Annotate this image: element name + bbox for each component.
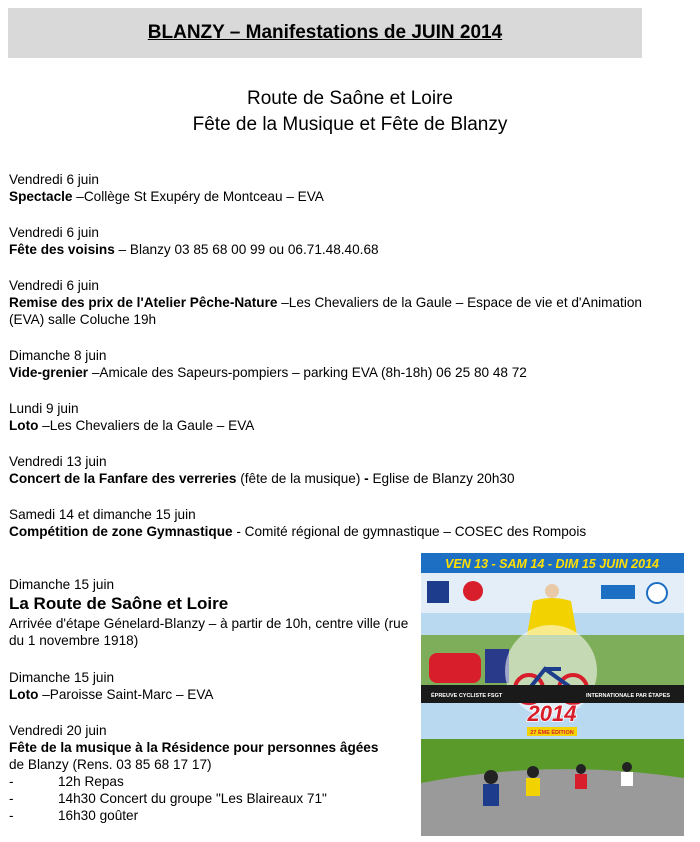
event-title: Loto bbox=[9, 418, 39, 433]
cyclist-jersey-icon bbox=[483, 784, 499, 806]
event-details: (fête de la musique) bbox=[236, 471, 361, 486]
event-title: Vide-grenier bbox=[9, 365, 89, 380]
header-banner bbox=[8, 8, 642, 58]
list-item-text: 12h Repas bbox=[58, 774, 124, 789]
event-details: –Collège St Exupéry de Montceau – EVA bbox=[72, 189, 324, 204]
poster-year: 2014 bbox=[527, 701, 577, 726]
event-title: Loto bbox=[9, 687, 39, 702]
event-item bbox=[9, 347, 689, 381]
event-poster bbox=[421, 553, 684, 836]
event-item bbox=[9, 453, 689, 487]
list-dash: - bbox=[9, 808, 14, 823]
event-title: Compétition de zone Gymnastique bbox=[9, 524, 233, 539]
event-schedule-list bbox=[9, 773, 394, 824]
rider-head-icon bbox=[545, 584, 559, 598]
poster-illustration bbox=[421, 553, 684, 836]
poster-right-caption: INTERNATIONALE PAR ÉTAPES bbox=[586, 693, 671, 699]
event-details: –Les Chevaliers de la Gaule – EVA bbox=[38, 418, 255, 433]
cyclist-jersey-icon bbox=[526, 778, 540, 796]
region-logo-icon bbox=[601, 585, 635, 599]
cyclist-icon bbox=[622, 762, 632, 772]
event-title-large: La Route de Saône et Loire bbox=[9, 594, 229, 613]
subtitle-line-1: Route de Saône et Loire bbox=[247, 88, 453, 109]
event-date: Vendredi 6 juin bbox=[9, 225, 99, 240]
event-item bbox=[9, 576, 409, 649]
event-date: Dimanche 15 juin bbox=[9, 577, 115, 592]
cyclist-icon bbox=[527, 766, 539, 778]
department-logo-icon bbox=[647, 583, 667, 603]
event-date: Lundi 9 juin bbox=[9, 401, 79, 416]
event-item bbox=[9, 506, 609, 540]
list-dash: - bbox=[9, 791, 14, 806]
event-date: Samedi 14 et dimanche 15 juin bbox=[9, 507, 196, 522]
event-item bbox=[9, 400, 689, 434]
fsgt-logo-icon bbox=[427, 581, 449, 603]
event-date: Vendredi 13 juin bbox=[9, 454, 107, 469]
subtitle-line-2: Fête de la Musique et Fête de Blanzy bbox=[192, 114, 508, 135]
list-item bbox=[9, 773, 394, 790]
event-date: Vendredi 20 juin bbox=[9, 723, 107, 738]
event-details: –Amicale des Sapeurs-pompiers – parking EVA (8h-18h) 06 25 80 48 72 bbox=[88, 365, 527, 380]
event-date: Dimanche 8 juin bbox=[9, 348, 107, 363]
event-title: Fête de la musique à la Résidence pour personnes âgées bbox=[9, 740, 379, 755]
event-item bbox=[9, 224, 689, 258]
page-title: BLANZY – Manifestations de JUIN 2014 bbox=[147, 22, 503, 43]
list-dash: - bbox=[9, 774, 14, 789]
event-details: Arrivée d'étape Génelard-Blanzy – à partir de 10h, centre ville (rue du 1 novembre 1918) bbox=[9, 616, 409, 648]
car-icon bbox=[429, 653, 481, 683]
list-item bbox=[9, 790, 394, 807]
list-item-text: 16h30 goûter bbox=[58, 808, 139, 823]
event-item bbox=[9, 171, 689, 205]
event-title: Spectacle bbox=[9, 189, 73, 204]
list-item bbox=[9, 807, 394, 824]
event-item bbox=[9, 669, 409, 703]
event-item bbox=[9, 277, 655, 328]
event-date: Vendredi 6 juin bbox=[9, 172, 99, 187]
event-date: Vendredi 6 juin bbox=[9, 278, 99, 293]
cyclist-jersey-icon bbox=[575, 774, 587, 789]
sponsor-logo-icon bbox=[463, 581, 483, 601]
cyclist-icon bbox=[484, 770, 498, 784]
event-extra: Eglise de Blanzy 20h30 bbox=[372, 471, 515, 486]
event-date: Dimanche 15 juin bbox=[9, 670, 115, 685]
event-details: – Blanzy 03 85 68 00 99 ou 06.71.48.40.68 bbox=[114, 242, 379, 257]
event-separator: - bbox=[360, 471, 373, 486]
event-title: Concert de la Fanfare des verreries bbox=[9, 471, 237, 486]
edition-badge-text: 27 ÈME ÉDITION bbox=[530, 730, 574, 736]
event-details: –Paroisse Saint-Marc – EVA bbox=[38, 687, 214, 702]
cyclist-icon bbox=[576, 764, 586, 774]
event-details: de Blanzy (Rens. 03 85 68 17 17) bbox=[9, 757, 212, 772]
event-details: - Comité régional de gymnastique – COSEC des Rompois bbox=[232, 524, 587, 539]
poster-banner-text: VEN 13 - SAM 14 - DIM 15 JUIN 2014 bbox=[445, 557, 659, 571]
road-icon bbox=[421, 769, 684, 836]
list-item-text: 14h30 Concert du groupe "Les Blaireaux 71" bbox=[58, 791, 327, 806]
event-item bbox=[9, 722, 394, 824]
event-details: –Les Chevaliers de la Gaule – Espace de vie et d'Animation (EVA) salle Coluche 19h bbox=[9, 295, 642, 327]
event-title: Remise des prix de l'Atelier Pêche-Nature bbox=[9, 295, 278, 310]
cyclist-jersey-icon bbox=[621, 772, 633, 786]
event-title: Fête des voisins bbox=[9, 242, 115, 257]
poster-left-caption: ÉPREUVE CYCLISTE FSGT bbox=[431, 693, 503, 699]
